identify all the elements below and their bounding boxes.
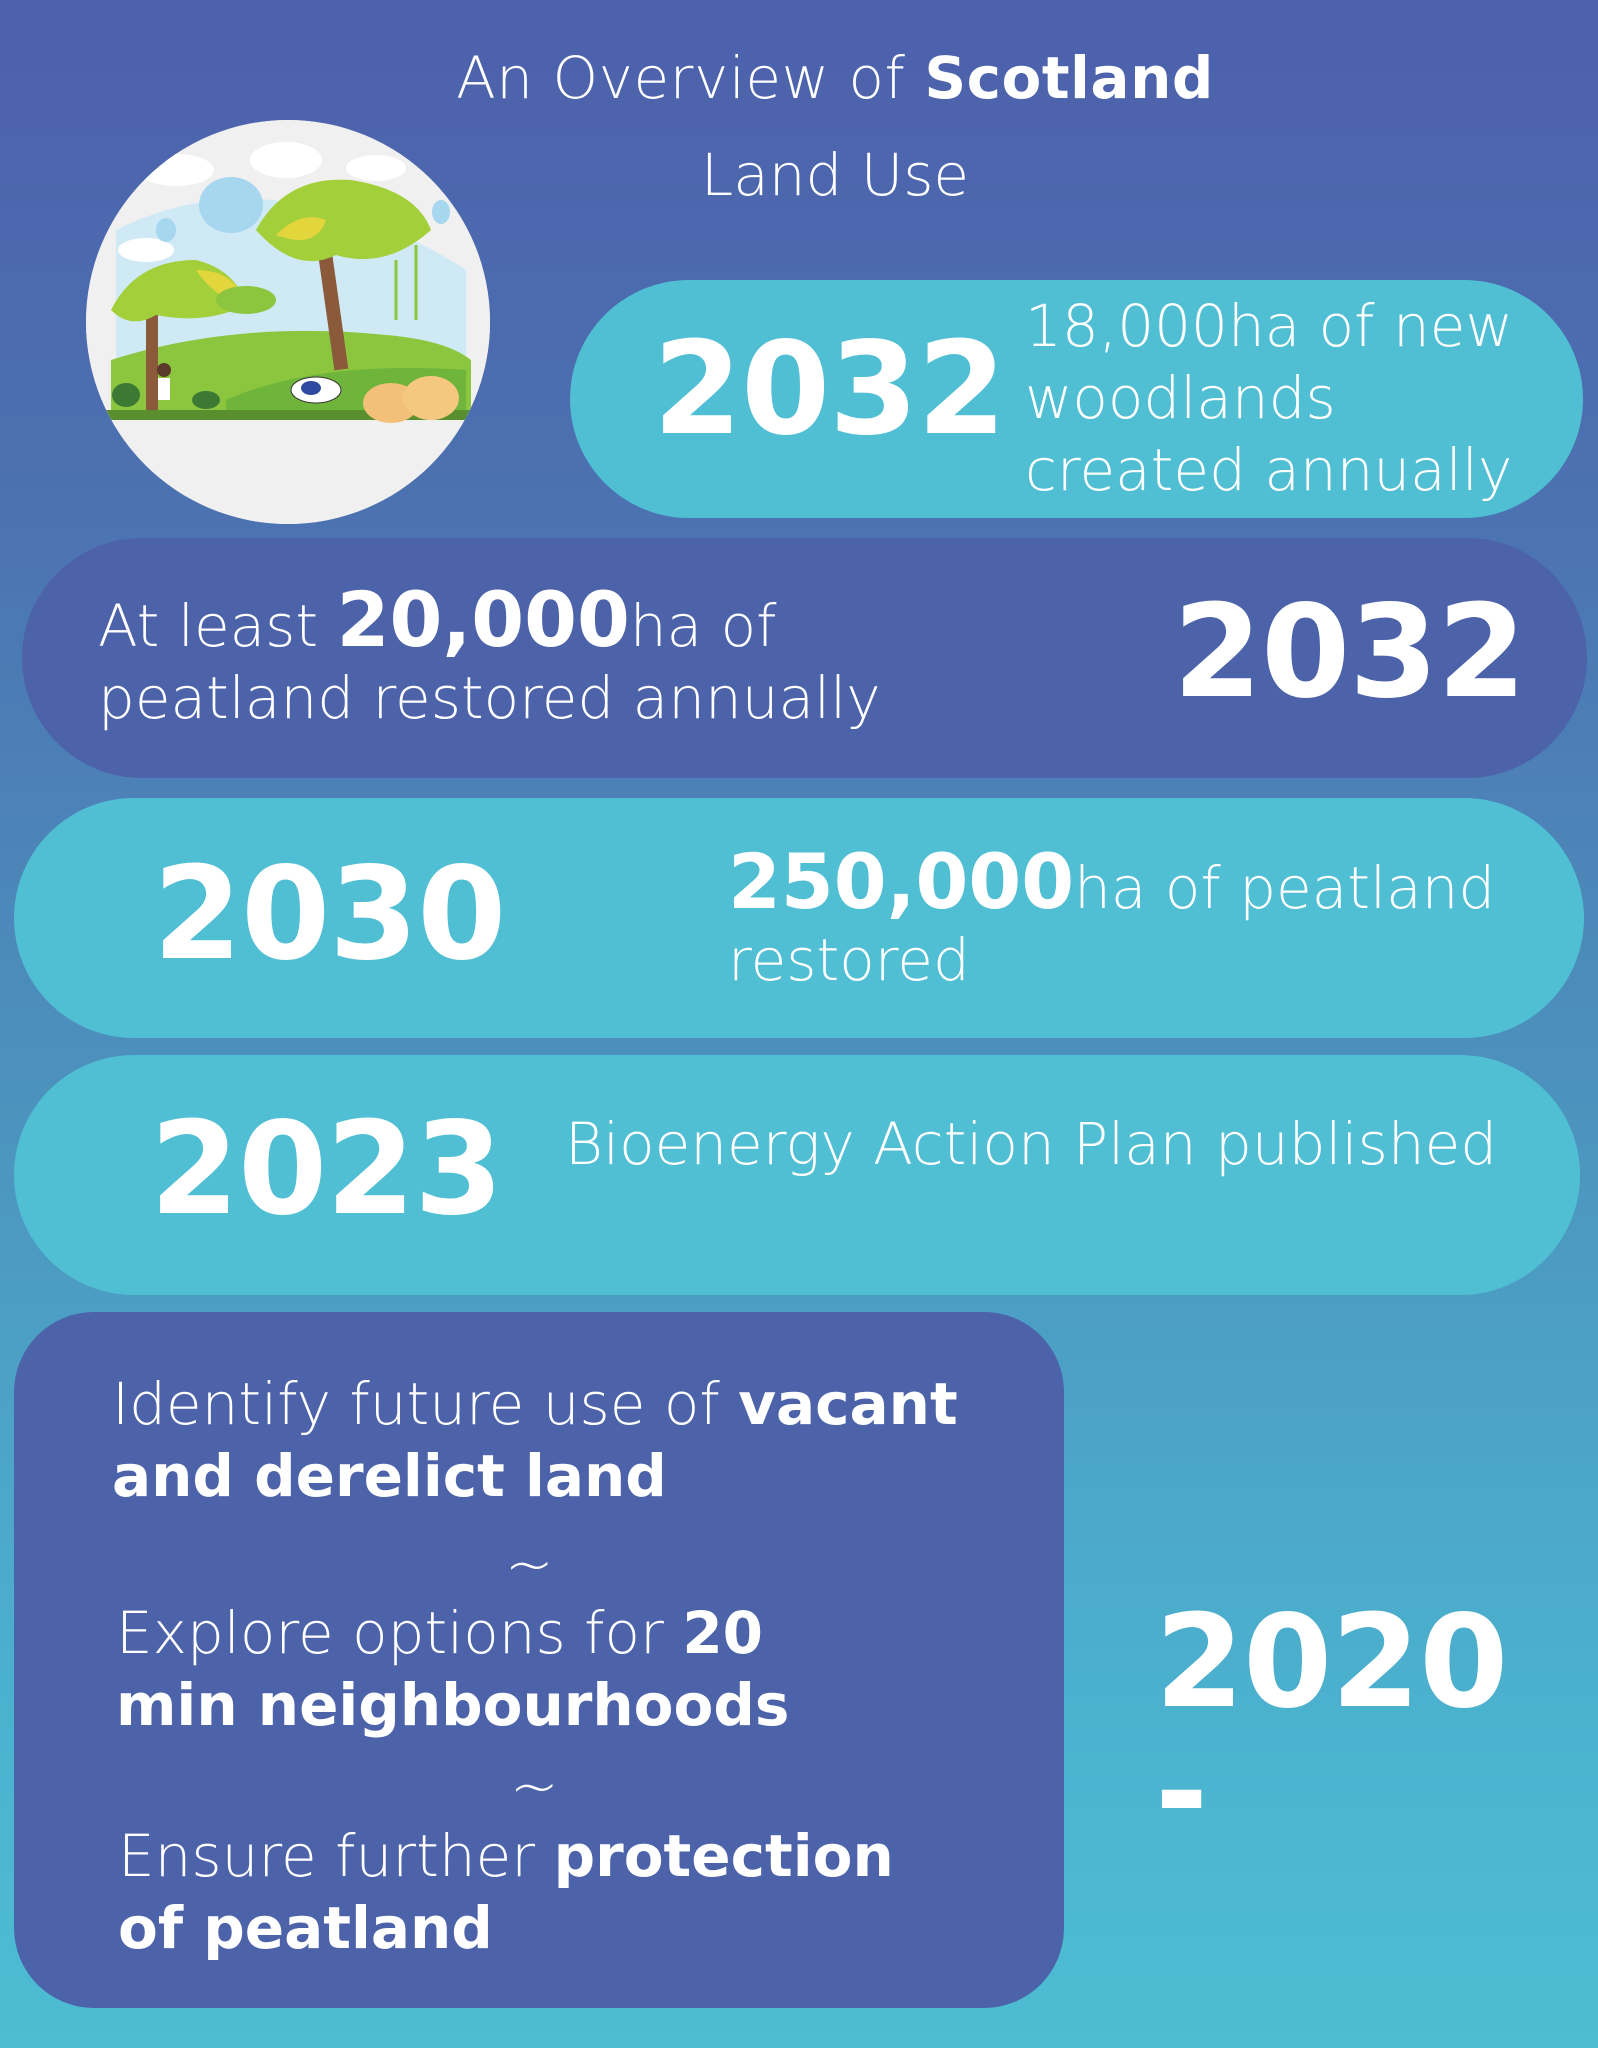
landscape-illustration-icon — [86, 120, 490, 524]
separator: ~ — [510, 1752, 559, 1820]
item-text: At least 20,000ha of peatland restored annually — [98, 575, 881, 732]
page-title: An Overview of Scotland — [456, 44, 1214, 112]
item-text: 250,000ha of peatland restored — [728, 837, 1496, 994]
year-label: 2032 — [653, 315, 1006, 464]
action-item: Ensure further protection of peatland — [118, 1822, 894, 1962]
action-item: Explore options for 20 min neighbourhoods — [116, 1599, 790, 1739]
year-label: 2023 — [150, 1095, 503, 1244]
item-text: 18,000ha of new woodlands created annually — [1025, 292, 1513, 504]
year-label: 2020 - — [1155, 1588, 1508, 1867]
item-text: Bioenergy Action Plan published — [565, 1110, 1498, 1178]
page-subtitle: Land Use — [700, 141, 970, 209]
separator: ~ — [505, 1530, 554, 1598]
year-label: 2032 — [1173, 578, 1526, 727]
action-item: Identify future use of vacant and derelict land — [112, 1370, 958, 1510]
year-label: 2030 — [153, 840, 506, 989]
